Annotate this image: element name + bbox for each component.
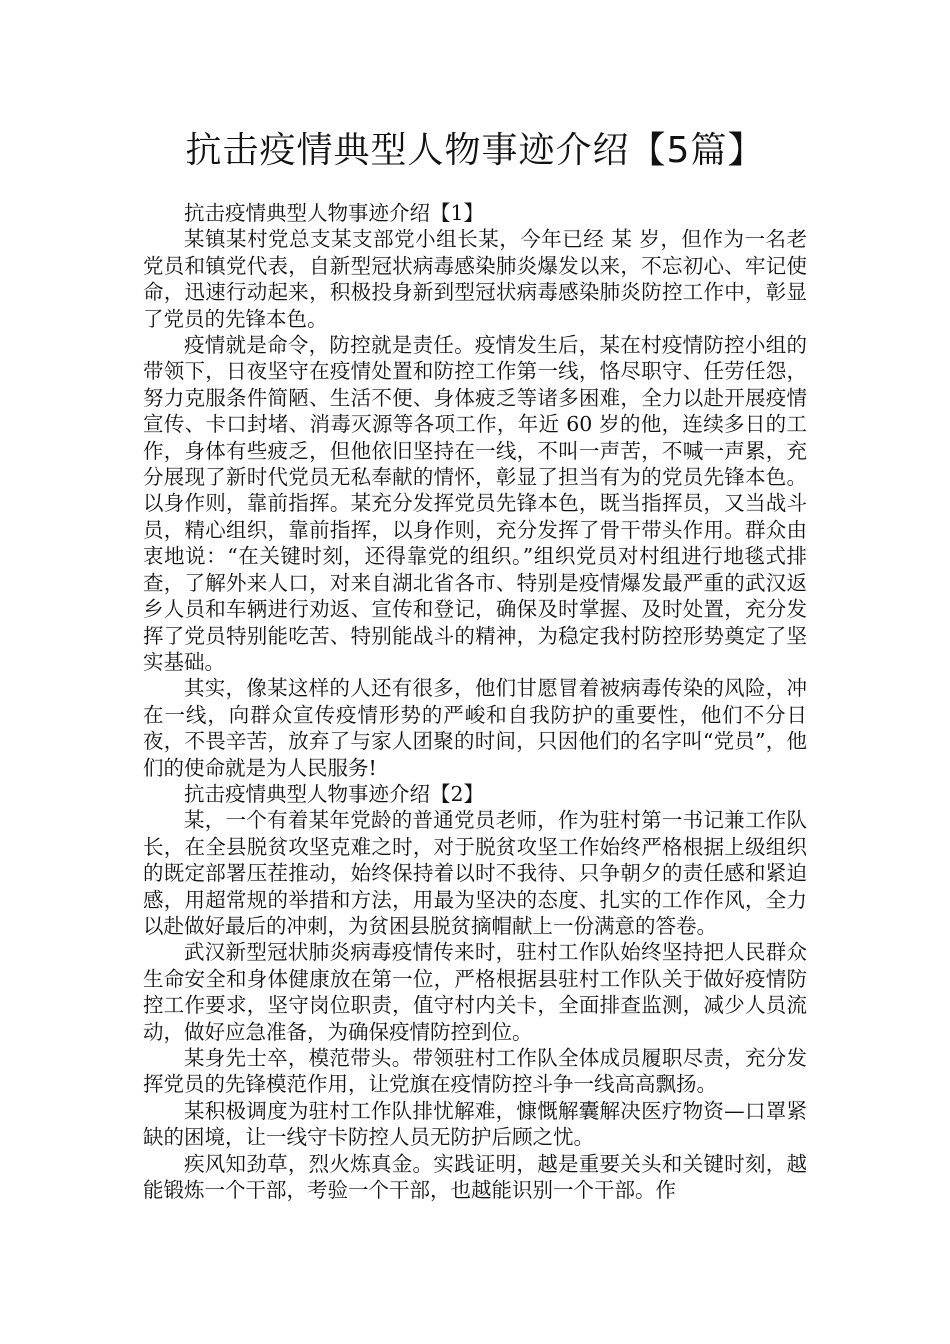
document-body (143, 200, 807, 1203)
paragraph: 疾风知劲草，烈火炼真金。实践证明，越是重要关头和关键时刻，越能锻炼一个干部，考验一个干部，也越能识别一个干部。作 (143, 1151, 807, 1203)
paragraph: 某镇某村党总支某支部党小组长某，今年已经 某 岁，但作为一名老党员和镇党代表，自新型冠状病毒感染肺炎爆发以来，不忘初心、牢记使命，迅速行动起来，积极投身新到型冠状病毒感染肺炎防控工作中，彰显了党员的先锋本色。 (143, 227, 807, 331)
paragraph: 其实，像某这样的人还有很多，他们甘愿冒着被病毒传染的风险，冲在一线，向群众宣传疫情形势的严峻和自我防护的重要性，他们不分日夜，不畏辛苦，放弃了与家人团聚的时间，只因他们的名字叫“党员”，他们的使命就是为人民服务! (143, 676, 807, 780)
paragraph: 某身先士卒，模范带头。带领驻村工作队全体成员履职尽责，充分发挥党员的先锋模范作用，让党旗在疫情防控斗争一线高高飘扬。 (143, 1046, 807, 1097)
paragraph: 某，一个有着某年党龄的普通党员老师，作为驻村第一书记兼工作队长，在全县脱贫攻坚克难之时，对于脱贫攻坚工作始终严格根据上级组织的既定部署压茬推动，始终保持着以时不我待、只争朝夕的责任感和紧迫感，用超常规的举措和方法，用最为坚决的态度、扎实的工作作风，全力以赴做好最后的冲刺，为贫困县脱贫摘帽献上一份满意的答卷。 (143, 808, 807, 938)
document-title: 抗击疫情典型人物事迹介绍【5篇】 (185, 130, 765, 171)
paragraph: 疫情就是命令，防控就是责任。疫情发生后，某在村疫情防控小组的带领下，日夜坚守在疫情处置和防控工作第一线，恪尽职守、任劳任怨，努力克服条件简陋、生活不便、身体疲乏等诸多困难，全力以赴开展疫情宣传、卡口封堵、消毒灭源等各项工作，年近 60 岁的他，连续多日的工作，身体有些疲乏，但他依旧坚持在一线，不叫一声苦，不喊一声累，充分展现了新时代党员无私奉献的情怀，彰显了担当有为的党员先锋本色。以身作则，靠前指挥。某充分发挥党员先锋本色，既当指挥员，又当战斗员，精心组织，靠前指挥，以身作则，充分发挥了骨干带头作用。群众由衷地说：“在关键时刻，还得靠党的组织。”组织党员对村组进行地毯式排查，了解外来人口，对来自湖北省各市、特别是疫情爆发最严重的武汉返乡人员和车辆进行劝返、宣传和登记，确保及时掌握、及时处置，充分发挥了党员特别能吃苦、特别能战斗的精神，为稳定我村防控形势奠定了坚实基础。 (143, 333, 807, 674)
section-heading: 抗击疫情典型人物事迹介绍【2】 (184, 781, 485, 806)
paragraph: 某积极调度为驻村工作队排忧解难，慷慨解囊解决医疗物资—口罩紧缺的困境，让一线守卡防控人员无防护后顾之忧。 (143, 1098, 807, 1150)
section-heading: 抗击疫情典型人物事迹介绍【1】 (184, 201, 485, 225)
paragraph: 武汉新型冠状肺炎病毒疫情传来时，驻村工作队始终坚持把人民群众生命安全和身体健康放在第一位，严格根据县驻村工作队关于做好疫情防控工作要求，坚守岗位职责，值守村内关卡，全面排查监测，减少人员流动，做好应急准备，为确保疫情防控到位。 (143, 940, 807, 1044)
